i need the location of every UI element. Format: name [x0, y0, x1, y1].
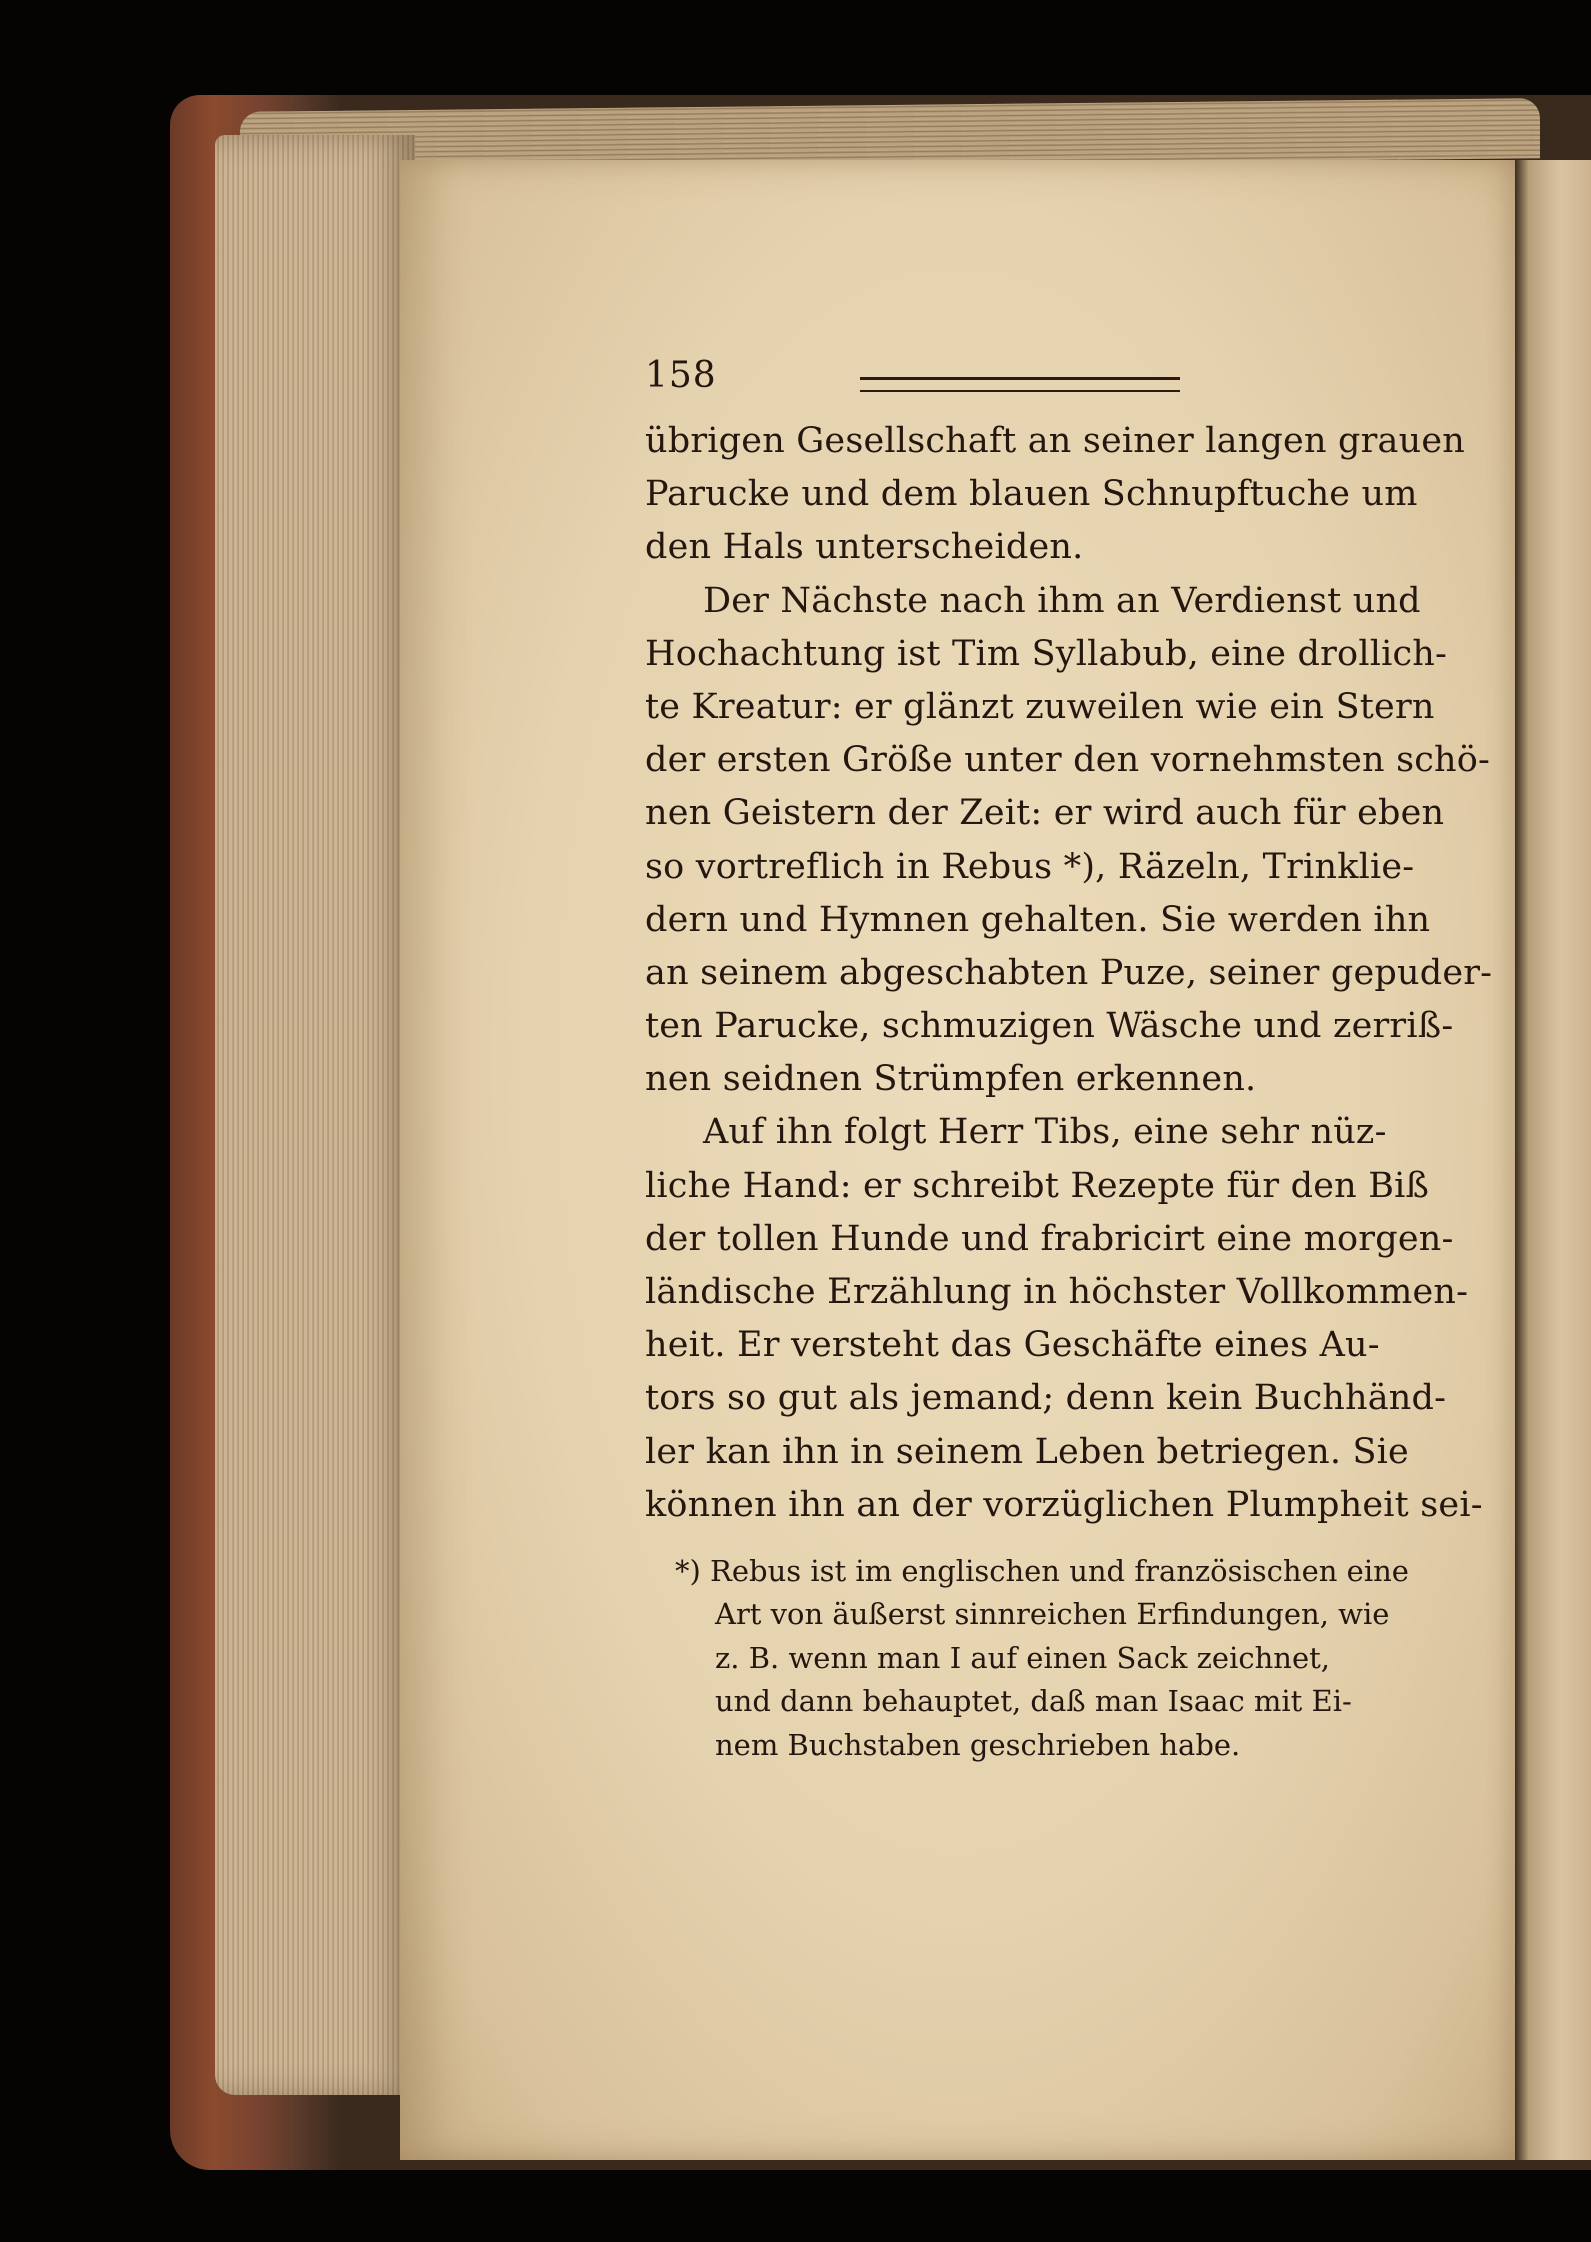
page-content — [645, 355, 1493, 1767]
text-line: Parucke und dem blauen Schnupftuche um — [645, 474, 1418, 515]
footnote-line: Art von äußerst sinnreichen Erfindungen, wie — [715, 1597, 1390, 1632]
text-line: ten Parucke, schmuzigen Wäsche und zerriß- — [645, 1006, 1454, 1047]
facing-page-edge — [1515, 160, 1591, 2160]
footnote — [645, 1550, 1409, 1768]
footnote-line: und dann behauptet, daß man Isaac mit Ei- — [715, 1684, 1352, 1719]
body-text — [645, 415, 1493, 1532]
text-line: ländische Erzählung in höchster Vollkommen- — [645, 1272, 1469, 1312]
text-line: Auf ihn folgt Herr Tibs, eine sehr nüz- — [703, 1112, 1387, 1153]
text-line: so vortreflich in Rebus *), Räzeln, Trinklie- — [645, 846, 1415, 887]
text-line: der tollen Hunde und frabricirt eine morgen- — [645, 1218, 1454, 1259]
text-line: Hochachtung ist Tim Syllabub, eine drollich- — [645, 633, 1448, 674]
text-line: übrigen Gesellschaft an seiner langen grauen — [645, 421, 1466, 461]
footnote-line: nem Buchstaben geschrieben habe. — [715, 1727, 1241, 1762]
text-line: nen Geistern der Zeit: er wird auch für eben — [645, 793, 1445, 834]
text-line: dern und Hymnen gehalten. Sie werden ihn — [645, 899, 1431, 940]
text-line: können ihn an der vorzüglichen Plumpheit sei- — [645, 1484, 1483, 1525]
text-line: Der Nächste nach ihm an Verdienst und — [703, 580, 1421, 621]
page-number: 158 — [645, 355, 717, 396]
header-rule — [860, 377, 1180, 392]
text-line: an seinem abgeschabten Puze, seiner gepuder- — [645, 952, 1493, 993]
text-line: der ersten Größe unter den vornehmsten schö- — [645, 740, 1491, 781]
footnote-line: z. B. wenn man I auf einen Sack zeichnet, — [715, 1640, 1331, 1675]
text-line: tors so gut als jemand; denn kein Buchhänd- — [645, 1378, 1447, 1419]
text-line: ler kan ihn in seinem Leben betriegen. Sie — [645, 1431, 1409, 1472]
page-side-edges — [215, 135, 415, 2095]
text-line: te Kreatur: er glänzt zuweilen wie ein Stern — [645, 686, 1435, 727]
text-line: nen seidnen Strümpfen erkennen. — [645, 1059, 1257, 1100]
book-page — [400, 160, 1515, 2160]
footnote-line: *) Rebus ist im englischen und französischen eine — [675, 1553, 1409, 1588]
text-line: den Hals unterscheiden. — [645, 527, 1084, 568]
text-line: liche Hand: er schreibt Rezepte für den Biß — [645, 1165, 1430, 1206]
page-header — [645, 355, 1405, 415]
text-line: heit. Er versteht das Geschäfte eines Au- — [645, 1325, 1380, 1366]
